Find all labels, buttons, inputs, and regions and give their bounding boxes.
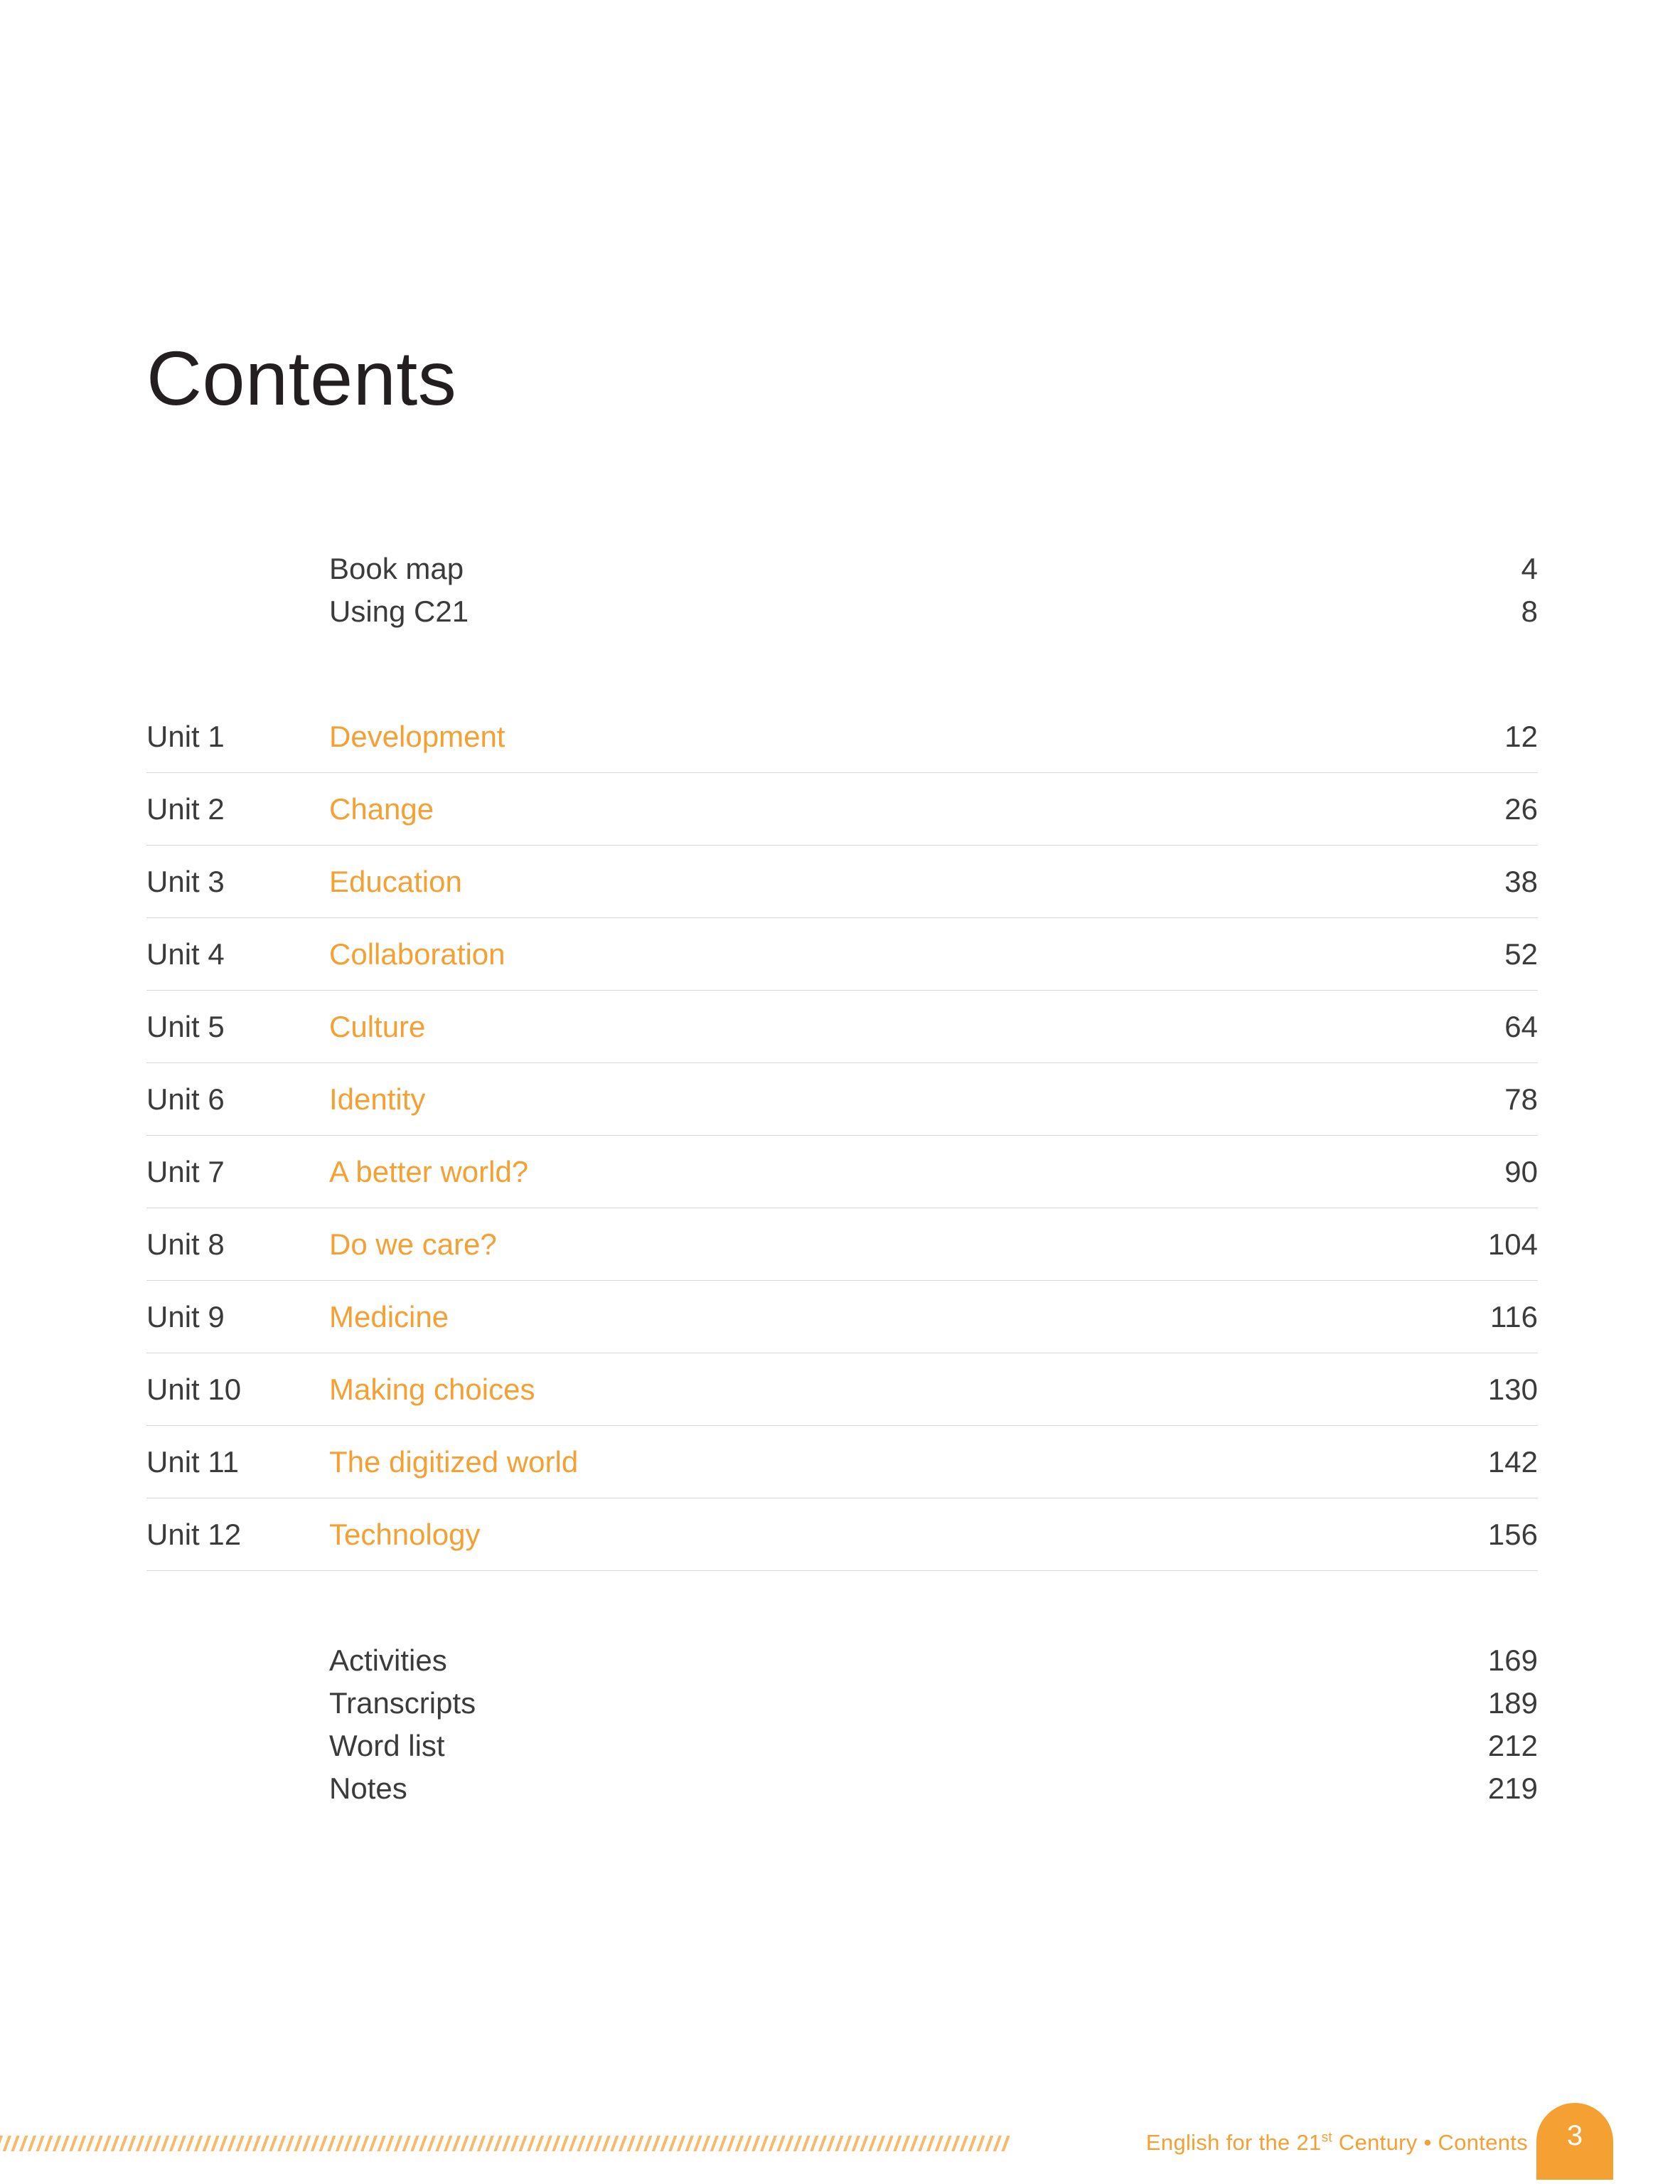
unit-title[interactable]: Do we care? (329, 1227, 497, 1261)
unit-number: Unit 8 (146, 1227, 225, 1261)
table-row[interactable] (146, 991, 1538, 1063)
unit-number: Unit 4 (146, 937, 225, 971)
unit-page: 26 (1504, 792, 1538, 826)
list-item[interactable] (329, 1682, 1538, 1725)
unit-page: 104 (1487, 1227, 1538, 1261)
footer-text-after: Century • Contents (1332, 2130, 1528, 2155)
unit-title[interactable]: Development (329, 720, 505, 753)
table-row[interactable] (146, 846, 1538, 918)
unit-title[interactable]: Making choices (329, 1373, 535, 1406)
back-matter-page: 219 (1487, 1772, 1538, 1805)
table-row[interactable] (146, 918, 1538, 991)
footer-ordinal: st (1321, 2130, 1332, 2146)
table-row[interactable] (146, 1426, 1538, 1498)
footer-caption (1146, 2130, 1528, 2156)
front-matter-label: Book map (329, 552, 464, 585)
unit-page: 130 (1487, 1373, 1538, 1406)
footer-stripe-decoration (0, 2136, 1010, 2151)
unit-title[interactable]: Culture (329, 1010, 426, 1043)
table-row[interactable] (146, 1208, 1538, 1281)
back-matter-list (329, 1639, 1538, 1810)
unit-title[interactable]: Identity (329, 1082, 426, 1116)
table-row[interactable] (146, 1136, 1538, 1208)
table-row[interactable] (146, 701, 1538, 773)
unit-title[interactable]: Education (329, 865, 462, 898)
unit-number: Unit 12 (146, 1518, 242, 1551)
table-row[interactable] (146, 1281, 1538, 1353)
unit-page: 90 (1504, 1155, 1538, 1188)
unit-page: 64 (1504, 1010, 1538, 1043)
unit-title[interactable]: The digitized world (329, 1445, 579, 1479)
unit-title[interactable]: Collaboration (329, 937, 505, 971)
unit-number: Unit 5 (146, 1010, 225, 1043)
list-item[interactable] (329, 1767, 1538, 1810)
page-title: Contents (146, 335, 457, 421)
unit-page: 52 (1504, 937, 1538, 971)
unit-page: 12 (1504, 720, 1538, 753)
unit-page: 78 (1504, 1082, 1538, 1116)
front-matter-page: 4 (1521, 552, 1538, 585)
unit-title[interactable]: A better world? (329, 1155, 529, 1188)
back-matter-page: 169 (1487, 1644, 1538, 1677)
back-matter-page: 189 (1487, 1686, 1538, 1720)
back-matter-label: Word list (329, 1729, 445, 1762)
table-row[interactable] (146, 773, 1538, 846)
unit-page: 142 (1487, 1445, 1538, 1479)
unit-number: Unit 11 (146, 1445, 239, 1479)
front-matter-list (329, 548, 1538, 633)
table-row[interactable] (146, 1498, 1538, 1571)
back-matter-label: Notes (329, 1772, 407, 1805)
unit-number: Unit 10 (146, 1373, 242, 1406)
page-footer (0, 2100, 1680, 2184)
unit-number: Unit 2 (146, 792, 225, 826)
back-matter-label: Activities (329, 1644, 447, 1677)
back-matter-page: 212 (1487, 1729, 1538, 1762)
unit-number: Unit 7 (146, 1155, 225, 1188)
table-row[interactable] (146, 1063, 1538, 1136)
unit-page: 38 (1504, 865, 1538, 898)
page-number-badge: 3 (1536, 2103, 1613, 2180)
front-matter-label: Using C21 (329, 595, 469, 628)
unit-title[interactable]: Technology (329, 1518, 481, 1551)
list-item[interactable] (329, 1639, 1538, 1682)
footer-text-before: English for the 21 (1145, 2130, 1322, 2155)
back-matter-label: Transcripts (329, 1686, 476, 1720)
unit-number: Unit 1 (146, 720, 225, 753)
unit-page: 156 (1487, 1518, 1538, 1551)
list-item[interactable] (329, 590, 1538, 633)
units-table (146, 701, 1538, 1571)
unit-title[interactable]: Change (329, 792, 434, 826)
front-matter-page: 8 (1521, 595, 1538, 628)
list-item[interactable] (329, 548, 1538, 590)
table-row[interactable] (146, 1353, 1538, 1426)
unit-number: Unit 3 (146, 865, 225, 898)
unit-number: Unit 9 (146, 1300, 225, 1333)
unit-number: Unit 6 (146, 1082, 225, 1116)
unit-title[interactable]: Medicine (329, 1300, 449, 1333)
list-item[interactable] (329, 1725, 1538, 1767)
unit-page: 116 (1490, 1300, 1538, 1333)
